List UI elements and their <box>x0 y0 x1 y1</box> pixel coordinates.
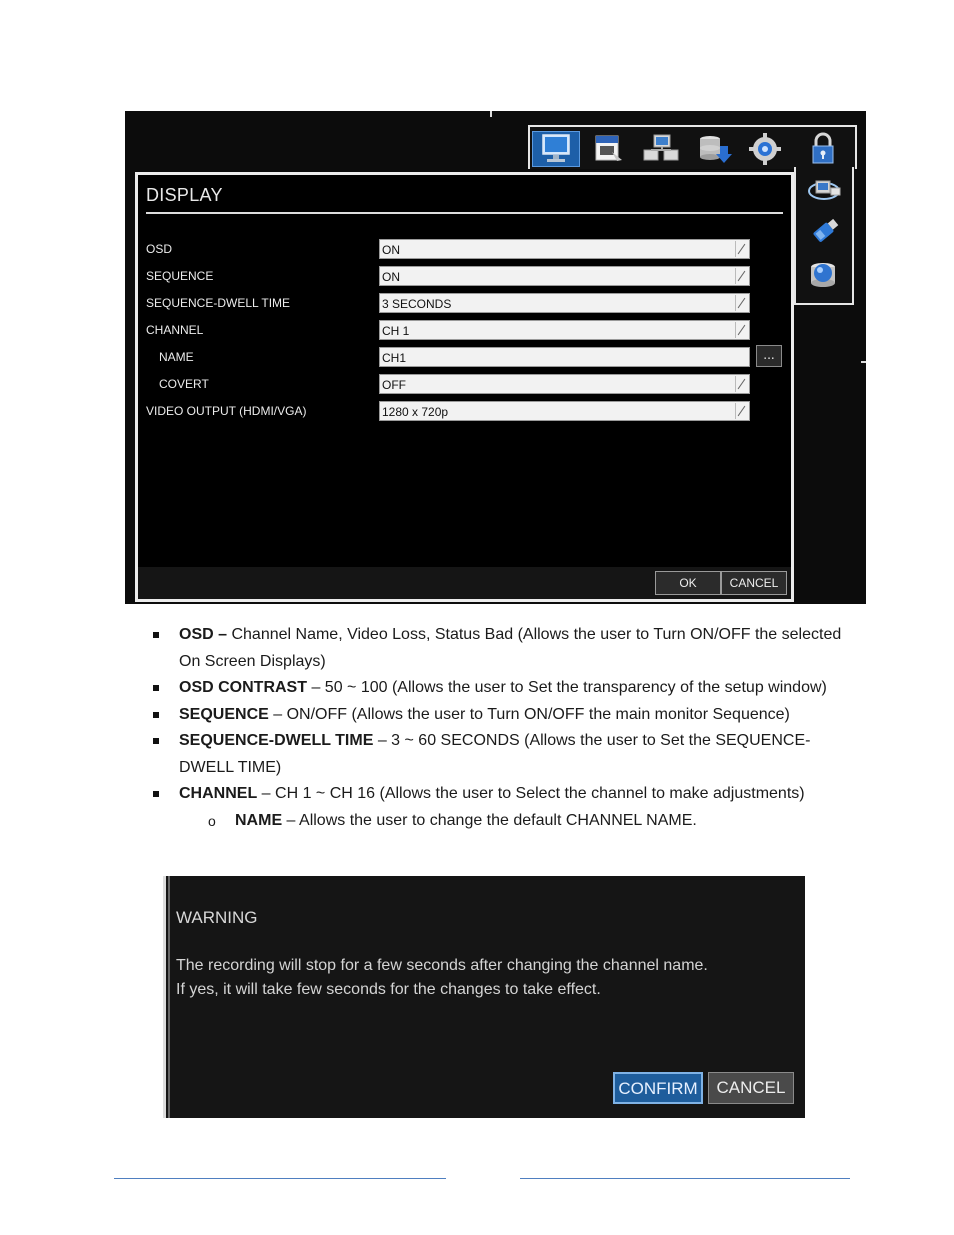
item-text: – Allows the user to change the default CHANNEL NAME. <box>282 811 697 829</box>
osd-label: OSD <box>146 242 173 256</box>
channel-value: CH 1 <box>382 324 410 338</box>
display-settings-screenshot <box>125 111 866 604</box>
dropdown-arrow-icon <box>735 376 748 392</box>
item-text: – CH 1 ~ CH 16 (Allows the user to Select the channel to make adjustments) <box>257 785 805 802</box>
dropdown-arrow-icon <box>735 403 748 419</box>
sequence-value: ON <box>382 270 400 284</box>
item-text: – ON/OFF (Allows the user to Turn ON/OFF the main monitor Sequence) <box>268 705 790 723</box>
list-item <box>150 702 850 729</box>
warning-message-line-2: If yes, it will take few seconds for the changes to take effect. <box>176 981 601 998</box>
channel-label: CHANNEL <box>146 323 204 337</box>
square-bullet-icon <box>153 791 159 797</box>
circle-bullet-icon: o <box>208 812 216 829</box>
sequence-dwell-time-label: SEQUENCE-DWELL TIME <box>146 296 291 310</box>
item-text: – 50 ~ 100 (Allows the user to Set the transparency of the setup window) <box>307 679 827 696</box>
item-text: Channel Name, Video Loss, Status Bad (Allows the user to Turn ON/OFF the selected On Screen Displays) <box>179 626 842 670</box>
sub-list-item <box>150 808 850 835</box>
channel-select[interactable] <box>379 320 750 340</box>
item-term: SEQUENCE <box>179 705 269 723</box>
disk-info-icon[interactable] <box>806 257 844 293</box>
warning-dialog-screenshot <box>163 876 805 1118</box>
sequence-select[interactable] <box>379 266 750 286</box>
monitor-icon[interactable] <box>533 132 579 166</box>
remote-network-icon[interactable] <box>806 171 844 207</box>
dropdown-arrow-icon <box>735 268 748 284</box>
video-output-value: 1280 x 720p <box>382 405 449 419</box>
gear-icon[interactable] <box>742 132 788 166</box>
name-value: CH1 <box>382 351 407 365</box>
list-item <box>150 781 850 808</box>
square-bullet-icon <box>153 685 159 691</box>
covert-value: OFF <box>382 378 406 392</box>
edge-mark <box>861 361 866 363</box>
footer-rule-right <box>520 1178 850 1179</box>
dropdown-arrow-icon <box>735 322 748 338</box>
covert-label: COVERT <box>159 377 209 391</box>
item-term: CHANNEL <box>179 785 258 802</box>
footer-rule-left <box>114 1178 446 1179</box>
square-bullet-icon <box>153 632 159 638</box>
warning-cancel-button[interactable]: CANCEL <box>708 1072 794 1104</box>
edit-name-button[interactable]: ... <box>756 345 782 367</box>
panel-title: DISPLAY <box>146 185 223 205</box>
item-term: NAME <box>235 811 283 829</box>
list-item <box>150 675 850 702</box>
video-output-select[interactable] <box>379 401 750 421</box>
database-download-icon[interactable] <box>690 132 736 166</box>
display-settings-panel <box>135 172 794 602</box>
video-output-label: VIDEO OUTPUT (HDMI/VGA) <box>146 404 307 418</box>
square-bullet-icon <box>153 712 159 718</box>
cancel-button[interactable]: CANCEL <box>721 571 787 595</box>
name-field[interactable] <box>379 347 750 367</box>
item-term: OSD – <box>179 626 228 643</box>
item-text: – 3 ~ 60 SECONDS (Allows the user to Set the SEQUENCE-DWELL TIME) <box>179 732 811 776</box>
usb-drive-icon[interactable] <box>806 213 844 249</box>
osd-value: ON <box>382 243 400 257</box>
dialog-left-border <box>163 876 166 1118</box>
network-icon[interactable] <box>638 132 684 166</box>
lock-icon[interactable] <box>800 132 846 166</box>
warning-title: WARNING <box>176 908 258 927</box>
name-label: NAME <box>159 350 194 364</box>
warning-message-line-1: The recording will stop for a few seconds after changing the channel name. <box>176 957 708 974</box>
dropdown-arrow-icon <box>735 241 748 257</box>
top-tick-mark <box>490 111 492 117</box>
osd-select[interactable] <box>379 239 750 259</box>
title-divider <box>146 212 783 214</box>
square-bullet-icon <box>153 738 159 744</box>
dialog-left-shadow <box>168 876 170 1118</box>
confirm-button[interactable]: CONFIRM <box>613 1072 703 1104</box>
ok-button[interactable]: OK <box>655 571 721 595</box>
panel-footer <box>138 567 791 599</box>
item-term: OSD CONTRAST <box>179 679 307 696</box>
sequence-label: SEQUENCE <box>146 269 214 283</box>
side-menu <box>794 167 854 305</box>
list-item <box>150 622 850 675</box>
list-item <box>150 728 850 781</box>
dropdown-arrow-icon <box>735 295 748 311</box>
sequence-dwell-time-select[interactable] <box>379 293 750 313</box>
main-menu-toolbar <box>528 125 857 169</box>
calendar-icon[interactable] <box>586 132 632 166</box>
sequence-dwell-time-value: 3 SECONDS <box>382 297 452 311</box>
settings-description-list <box>150 622 850 834</box>
item-term: SEQUENCE-DWELL TIME <box>179 732 374 749</box>
covert-select[interactable] <box>379 374 750 394</box>
